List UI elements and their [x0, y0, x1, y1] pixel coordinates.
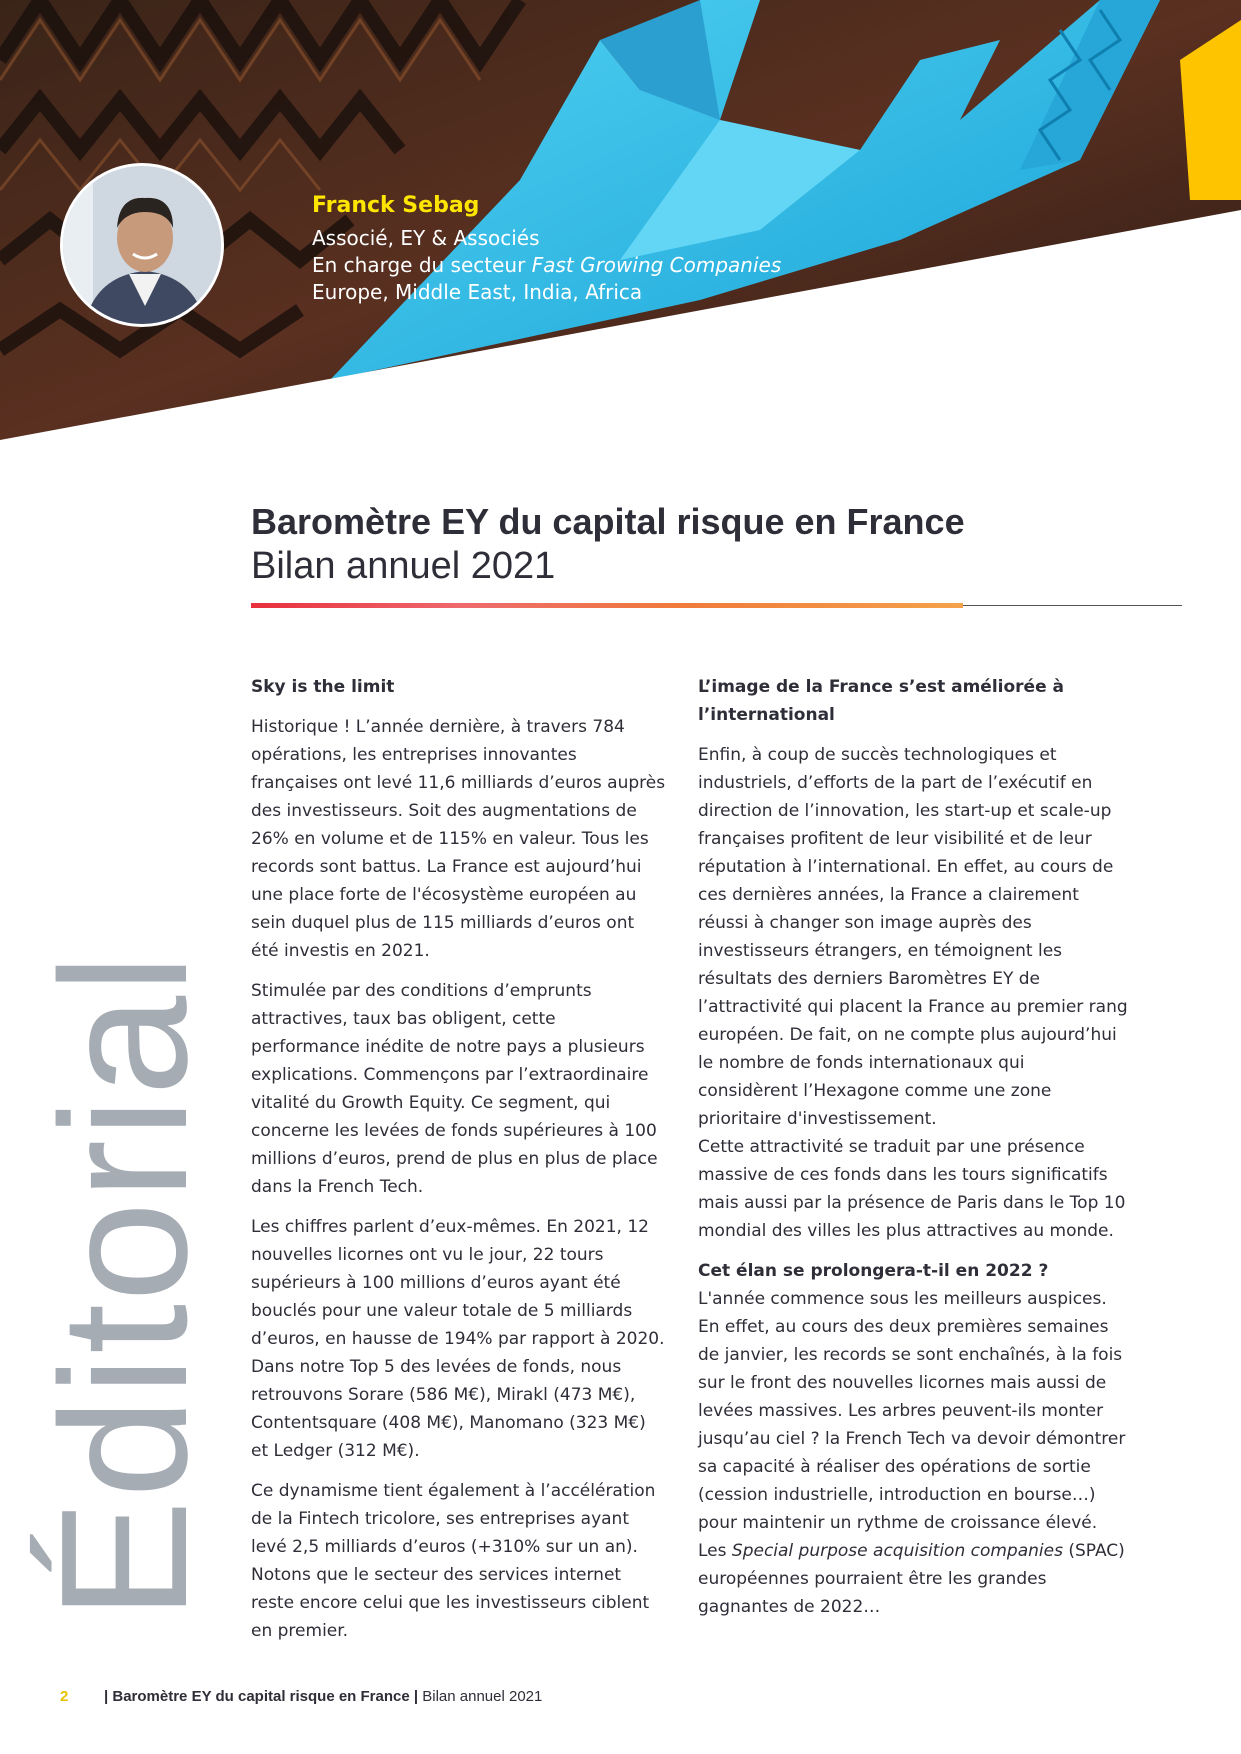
title-rule-gradient	[251, 603, 963, 608]
footer-title-bold: Baromètre EY du capital risque en France	[112, 1688, 410, 1705]
left-paragraph-4: Ce dynamisme tient également à l’accélération de la Fintech tricolore, ses entreprises ayant levé 2,5 milliards d’euros (+310% sur un an). Notons que le secteur des services internet reste encore celui que les investisseurs ciblent en premier.	[251, 1481, 656, 1641]
author-sector-prefix: En charge du secteur	[312, 253, 532, 277]
footer-title-separator: |	[409, 1688, 423, 1705]
left-column	[251, 673, 666, 1657]
right-paragraph-3-italic: Special purpose acquisition companies	[731, 1541, 1063, 1561]
right-column	[698, 673, 1128, 1621]
author-avatar	[60, 163, 224, 327]
left-paragraph-1: Historique ! L’année dernière, à travers 784 opérations, les entreprises innovantes françaises ont levé 11,6 milliards d’euros auprès des investisseurs. Soit des augmentations de 26% en volume et de 115% en valeur. Tous les records sont battus. La France est aujourd’hui une place forte de l'écosystème européen au sein duquel plus de 115 milliards d’euros ont été investis en 2021.	[251, 717, 666, 961]
left-paragraph-3: Les chiffres parlent d’eux-mêmes. En 2021, 12 nouvelles licornes ont vu le jour, 22 tours supérieurs à 100 millions d’euros ayant été bouclés pour une valeur totale de 5 milliards d’euros, en hausse de 194% par rapport à 2020. Dans notre Top 5 des levées de fonds, nous retrouvons Sorare (586 M€), Mirakl (473 M€), Contentsquare (408 M€), Manomano (323 M€) et Ledger (312 M€).	[251, 1217, 665, 1461]
author-sector	[312, 252, 781, 279]
page-footer	[60, 1688, 542, 1705]
document-title	[251, 500, 965, 588]
right-heading-1: L’image de la France s’est améliorée à l’international	[698, 677, 1065, 725]
right-paragraph-3	[698, 1285, 1128, 1621]
left-heading: Sky is the limit	[251, 677, 395, 697]
author-role: Associé, EY & Associés	[312, 226, 540, 250]
title-rule-grey	[963, 605, 1182, 606]
right-paragraph-3-end: (SPAC) européennes pourraient être les grandes gagnantes de 2022…	[698, 1541, 1125, 1617]
footer-title-regular: Bilan annuel 2021	[422, 1688, 543, 1705]
author-name: Franck Sebag	[312, 193, 480, 218]
footer-separator: |	[104, 1688, 113, 1705]
right-paragraph-3-text: L'année commence sous les meilleurs auspices. En effet, au cours des deux premières semaines de janvier, les records se sont enchaînés, à la fois sur le front des nouvelles licornes mais aussi de levées massives. Les arbres peuvent-ils monter jusqu’au ciel ? la French Tech va devoir démontrer sa capacité à réaliser des opérations de sortie (cession industrielle, introduction en bourse…) pour maintenir un rythme de croissance élevé. Les	[698, 1289, 1126, 1561]
title-main: Baromètre EY du capital risque en France	[251, 501, 965, 542]
spacer	[698, 1245, 1128, 1257]
author-sector-italic: Fast Growing Companies	[531, 253, 782, 277]
author-region: Europe, Middle East, India, Africa	[312, 280, 643, 304]
title-sub: Bilan annuel 2021	[251, 545, 556, 587]
portrait-image	[63, 166, 224, 327]
page-number: 2	[60, 1688, 69, 1705]
author-info	[312, 192, 781, 306]
right-heading-2: Cet élan se prolongera-t-il en 2022 ?	[698, 1261, 1049, 1281]
right-paragraph-1: Enfin, à coup de succès technologiques et industriels, d’efforts de la part de l’exécutif en direction de l’innovation, les start-up et scale-up françaises profitent de leur visibilité et de leur réputation à l’international. En effet, au cours de ces dernières années, la France a clairement réussi à changer son image auprès des investisseurs étrangers, en témoignent les résultats des derniers Baromètres EY de l’attractivité qui placent la France au premier rang européen. De fait, on ne compte plus aujourd’hui le nombre de fonds internationaux qui considèrent l’Hexagone comme une zone prioritaire d'investissement.	[698, 745, 1128, 1129]
left-paragraph-2: Stimulée par des conditions d’emprunts attractives, taux bas obligent, cette performance inédite de notre pays a plusieurs explications. Commençons par l’extraordinaire vitalité du Growth Equity. Ce segment, qui concerne les levées de fonds supérieures à 100 millions d’euros, prend de plus en plus de place dans la French Tech.	[251, 981, 658, 1197]
section-label-vertical: Éditorial	[24, 951, 225, 1620]
right-paragraph-2: Cette attractivité se traduit par une présence massive de ces fonds dans les tours significatifs mais aussi par la présence de Paris dans le Top 10 mondial des villes les plus attractives au monde.	[698, 1137, 1126, 1241]
